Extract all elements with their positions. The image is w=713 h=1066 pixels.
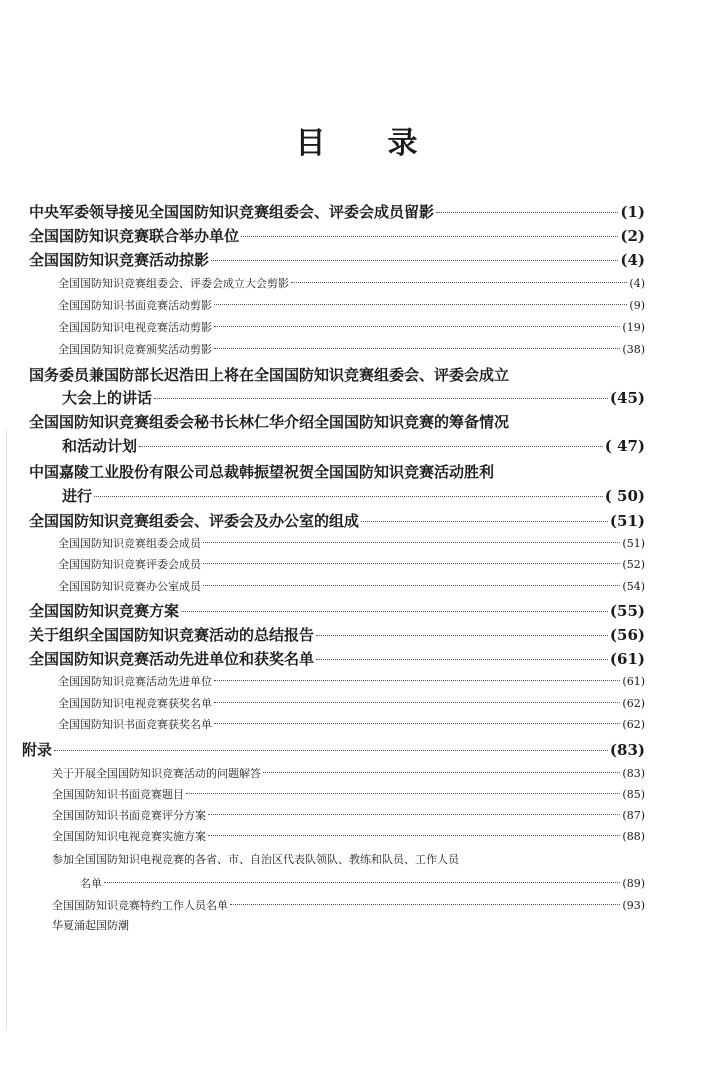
toc-subentry[interactable] [58,535,645,551]
toc-entry[interactable] [22,739,645,760]
toc-entry-title: 全国国防知识电视竞赛获奖名单 [58,697,212,710]
toc-entry[interactable] [62,435,645,456]
toc-entry-page: (89) [622,877,645,890]
page-edge-shadow [6,430,7,1030]
leader-dots [208,814,620,815]
leader-dots [214,348,620,349]
toc-entry-title: 全国国防知识竞赛活动先进单位和获奖名单 [29,650,315,668]
toc-entry-page: (56) [609,626,645,644]
toc-entry-title: 全国国防知识竞赛特约工作人员名单 [52,899,228,912]
toc-entry-title: 全国国防知识竞赛活动先进单位 [58,675,212,688]
toc-entry-page: (19) [622,321,645,334]
toc-entry-title: 大会上的讲话 [62,389,153,407]
toc-entry-page: (4) [620,251,645,269]
title-char-1: 目 [295,126,326,161]
toc-entry-title: 和活动计划 [62,437,138,455]
toc-entry-page: (93) [622,899,645,912]
leader-dots [54,750,608,751]
toc-entry-page: (62) [622,697,645,710]
toc-entry-title: 全国国防知识电视竞赛活动剪影 [58,321,212,334]
toc-entry-title: 全国国防知识竞赛组委会成员 [58,537,201,550]
toc-subentry[interactable] [58,319,645,335]
leader-dots [361,521,608,522]
toc-entry-page: ( 50) [604,487,645,505]
toc-entry-title: 关于组织全国国防知识竞赛活动的总结报告 [29,626,315,644]
leader-dots [214,326,620,327]
toc-entry-line1[interactable]: 全国国防知识竞赛组委会秘书长林仁华介绍全国国防知识竞赛的筹备情况 [29,413,510,431]
leader-dots [154,398,608,399]
toc-subentry[interactable] [58,297,645,313]
toc-subentry[interactable] [52,807,645,823]
toc-entry-title: 全国国防知识竞赛联合举办单位 [29,227,240,245]
toc-subentry[interactable] [58,556,645,572]
toc-entry-title: 全国国防知识竞赛评委会成员 [58,558,201,571]
toc-entry-title: 全国国防知识书面竞赛题目 [52,788,184,801]
toc-entry-title: 关于开展全国国防知识竞赛活动的问题解答 [52,767,261,780]
toc-entry-page: (9) [629,299,645,312]
toc-entry[interactable] [29,624,645,645]
toc-subentry[interactable] [52,897,645,913]
leader-dots [208,835,620,836]
toc-entry[interactable] [29,225,645,246]
toc-entry-page: (61) [622,675,645,688]
leader-dots [214,680,620,681]
toc-entry[interactable] [29,201,645,222]
toc-entry-title: 全国国防知识竞赛组委会、评委会及办公室的组成 [29,512,360,530]
toc-entry-title: 全国国防知识竞赛活动掠影 [29,251,210,269]
toc-entry-line1[interactable]: 中国嘉陵工业股份有限公司总裁韩振望祝贺全国国防知识竞赛活动胜利 [29,463,495,481]
toc-entry-page: (54) [622,580,645,593]
toc-entry-page: (83) [622,767,645,780]
title-char-2: 录 [387,126,418,161]
toc-entry-title: 全国国防知识竞赛办公室成员 [58,580,201,593]
toc-entry-page: (38) [622,343,645,356]
toc-entry-page: (45) [609,389,645,407]
toc-entry-page: ( 47) [604,437,645,455]
toc-subentry[interactable] [58,578,645,594]
leader-dots [186,793,620,794]
toc-entry-page: (62) [622,718,645,731]
toc-entry-page: (85) [622,788,645,801]
leader-dots [241,236,618,237]
toc-entry-page: (52) [622,558,645,571]
leader-dots [291,282,627,283]
toc-entry-title: 全国国防知识书面竞赛活动剪影 [58,299,212,312]
toc-entry-line1[interactable]: 国务委员兼国防部长迟浩田上将在全国国防知识竞赛组委会、评委会成立 [29,366,510,384]
toc-entry[interactable] [62,387,645,408]
leader-dots [203,542,620,543]
toc-subentry[interactable] [58,716,645,732]
leader-dots [436,212,618,213]
toc-entry-page: (83) [609,741,645,759]
leader-dots [214,723,620,724]
toc-entry[interactable] [29,510,645,531]
toc-subentry[interactable]: 华夏涌起国防潮 [52,919,129,932]
toc-entry-page: (2) [620,227,645,245]
toc-entry-title: 全国国防知识书面竞赛评分方案 [52,809,206,822]
toc-entry-title: 全国国防知识电视竞赛实施方案 [52,830,206,843]
toc-entry[interactable] [62,485,645,506]
leader-dots [316,635,608,636]
toc-entry-page: (88) [622,830,645,843]
toc-entry-title: 附录 [22,741,53,759]
toc-subentry-line1[interactable]: 参加全国国防知识电视竞赛的各省、市、自治区代表队领队、教练和队员、工作人员 [52,853,459,866]
leader-dots [181,611,608,612]
leader-dots [203,563,620,564]
leader-dots [139,446,603,447]
leader-dots [214,702,620,703]
leader-dots [263,772,620,773]
toc-entry-page: (51) [609,512,645,530]
toc-entry-title: 全国国防知识竞赛组委会、评委会成立大会剪影 [58,277,289,290]
toc-entry[interactable] [29,249,645,270]
leader-dots [230,904,620,905]
leader-dots [94,496,603,497]
toc-entry-page: (61) [609,650,645,668]
toc-subentry[interactable] [80,875,645,891]
toc-subentry[interactable] [52,765,645,781]
toc-subentry[interactable] [58,673,645,689]
toc-entry-title: 进行 [62,487,93,505]
toc-entry-page: (51) [622,537,645,550]
toc-entry-page: (87) [622,809,645,822]
toc-subentry[interactable] [58,275,645,291]
toc-subentry[interactable] [52,828,645,844]
leader-dots [214,304,627,305]
leader-dots [211,260,618,261]
leader-dots [316,659,608,660]
toc-entry-page: (55) [609,602,645,620]
toc-entry-page: (1) [620,203,645,221]
toc-subentry[interactable] [58,341,645,357]
toc-subentry[interactable] [58,695,645,711]
toc-entry-title: 全国国防知识竞赛方案 [29,602,180,620]
leader-dots [203,585,620,586]
toc-entry-title: 全国国防知识竞赛颁奖活动剪影 [58,343,212,356]
toc-subentry[interactable] [52,786,645,802]
toc-entry[interactable] [29,648,645,669]
leader-dots [104,882,620,883]
toc-entry-page: (4) [629,277,645,290]
toc-entry-title: 名单 [80,877,102,890]
toc-entry-title: 中央军委领导接见全国国防知识竞赛组委会、评委会成员留影 [29,203,435,221]
toc-entry[interactable] [29,600,645,621]
toc-entry-title: 全国国防知识书面竞赛获奖名单 [58,718,212,731]
